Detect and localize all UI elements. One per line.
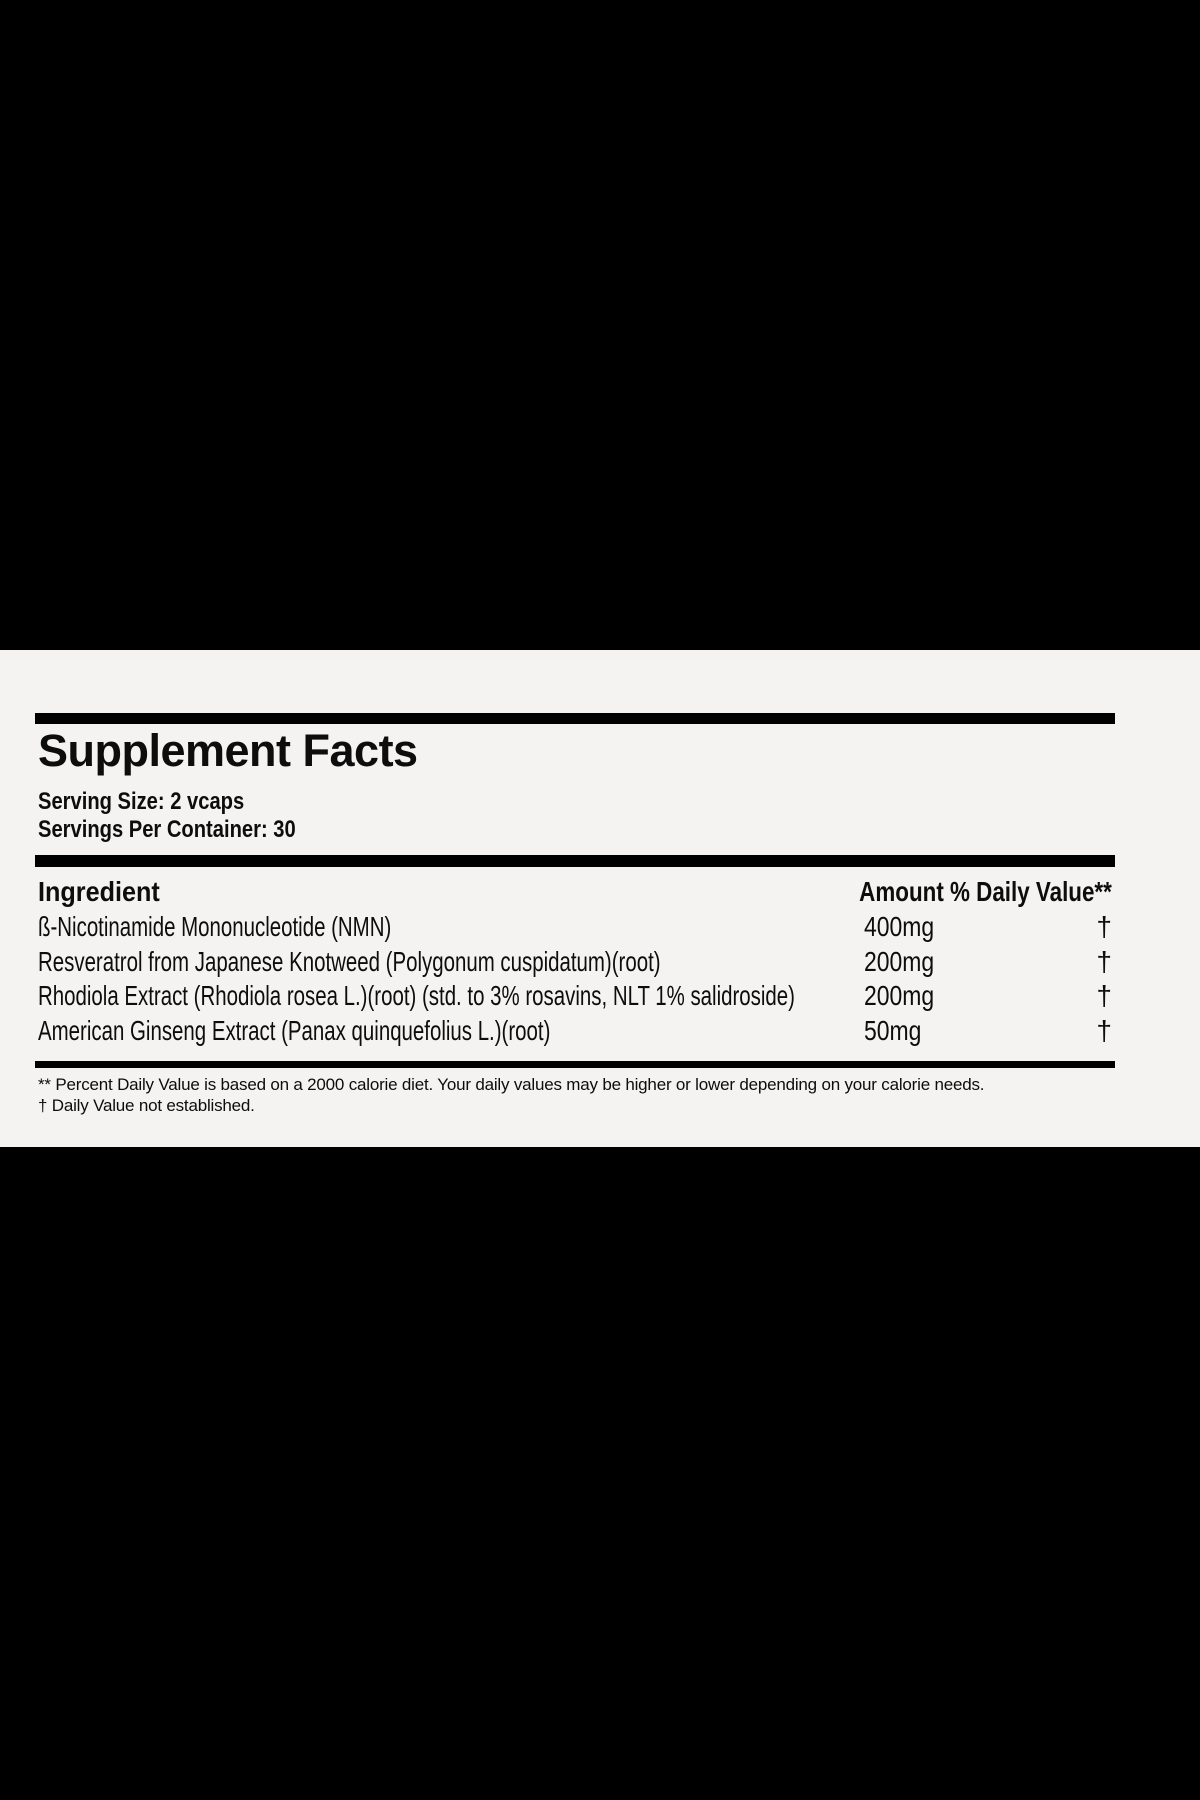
ingredient-amount: 200mg [864,980,935,1011]
footnote-percent-daily-value: ** Percent Daily Value is based on a 2000 calorie diet. Your daily values may be higher or lower depending on your calorie needs. [38,1075,985,1094]
column-header-ingredient: Ingredient [38,876,160,907]
ingredient-row [0,910,1200,945]
ingredient-name: Resveratrol from Japanese Knotweed (Polygonum cuspidatum)(root) [38,945,661,977]
divider-bar-header [35,855,1115,867]
supplement-facts-panel [0,650,1200,1147]
ingredients-table-body [0,910,1200,1048]
ingredient-name: American Ginseng Extract (Panax quinquefolius L.)(root) [38,1014,551,1046]
ingredient-row [0,979,1200,1014]
ingredient-daily-value: † [1096,980,1112,1011]
top-black-area [0,0,1200,650]
bottom-black-area [0,1147,1200,1800]
ingredient-amount: 50mg [864,1014,922,1046]
ingredient-daily-value: † [1096,945,1112,977]
serving-size: Serving Size: 2 vcaps [38,788,245,815]
servings-per-container: Servings Per Container: 30 [38,816,296,843]
ingredient-daily-value: † [1096,911,1112,942]
ingredient-row [0,1014,1200,1049]
ingredient-amount: 200mg [864,945,935,977]
ingredient-amount: 400mg [864,911,935,942]
footnote-daily-value-not-established: † Daily Value not established. [38,1096,255,1115]
panel-title: Supplement Facts [38,725,418,776]
ingredient-name: ß-Nicotinamide Mononucleotide (NMN) [38,911,392,942]
footnotes [38,1074,984,1116]
ingredients-table-header [0,878,1200,908]
ingredient-name: Rhodiola Extract (Rhodiola rosea L.)(root) (std. to 3% rosavins, NLT 1% salidroside) [38,980,795,1011]
divider-bar-bottom [35,1061,1115,1068]
column-header-amount-daily-value: Amount % Daily Value** [859,876,1112,907]
ingredient-daily-value: † [1096,1014,1112,1046]
divider-bar-top [35,713,1115,724]
ingredient-row [0,945,1200,980]
